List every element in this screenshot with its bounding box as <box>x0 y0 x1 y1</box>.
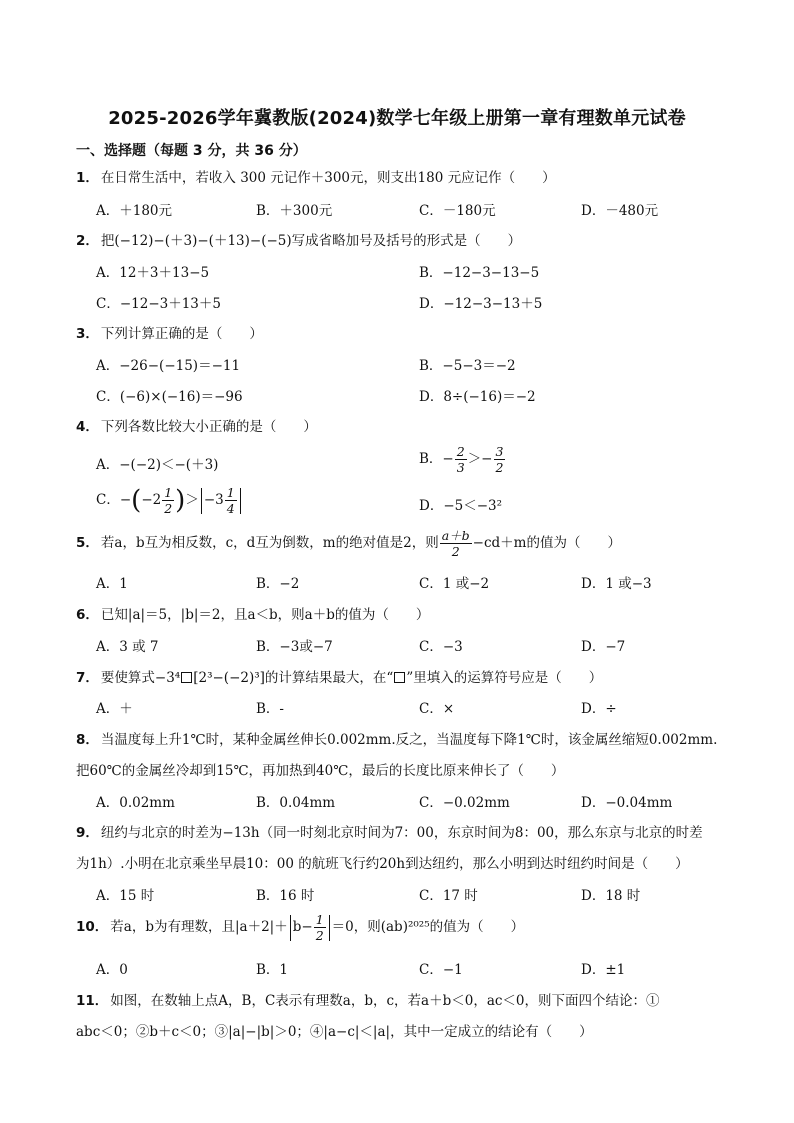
option-c: C．−0.02mm <box>419 795 510 811</box>
option-c: C．17 时 <box>419 888 478 904</box>
question-number: 8． <box>76 732 99 748</box>
question-stem: 把(−12)−(＋3)−(＋13)−(−5)写成省略加号及括号的形式是（ ） <box>100 233 522 249</box>
option-b: B．16 时 <box>256 888 315 904</box>
fraction: $\frac{a+b}{2}$ <box>441 528 470 559</box>
option-c: C．−(−2 $\frac{1}{2}$ )＞ −3 $\frac{1}{4}$ <box>96 485 243 516</box>
option-a: A．0 <box>96 962 128 978</box>
question-7: 7． 要使算式−3⁴ [2³−(−2)³]的计算结果最大，在“ ”里填入的运算符号应是（ ） <box>76 670 603 686</box>
question-stem: 下列计算正确的是（ ） <box>100 326 263 342</box>
option-a: A．0.02mm <box>96 795 175 811</box>
option-a: A．＋180元 <box>96 203 173 219</box>
option-b: B．−5−3＝−2 <box>419 358 516 374</box>
blank-box <box>394 672 405 683</box>
question-3 <box>76 322 263 342</box>
option-d: D．−5＜−3² <box>419 498 503 514</box>
option-b: B．− $\frac{2}{3}$ ＞− $\frac{3}{2}$ <box>419 444 504 475</box>
question-stem: 已知|a|＝5，|b|＝2，且a＜b，则a＋b的值为（ ） <box>100 607 430 623</box>
question-number: 11． <box>76 993 109 1009</box>
question-stem-continued: abc＜0；②b＋c＜0；③|a|−|b|＞0；④|a−c|＜|a|，其中一定成立的结论有（ ） <box>76 1024 593 1040</box>
question-stem-continued: 为1h）.小明在北京乘坐早晨10：00 的航班飞行约20h到达纽约，那么小明到达时纽约时间是（ ） <box>76 856 689 872</box>
question-9 <box>76 821 703 841</box>
option-b: B．−3或−7 <box>256 639 333 655</box>
question-stem: 纽约与北京的时差为−13h（同一时刻北京时间为7：00，东京时间为8：00，那么东京与北京的时差 <box>100 825 703 841</box>
question-5: 5． 若a，b互为相反数，c，d互为倒数，m的绝对值是2，则 $\frac{a+b}{2}$ −cd＋m的值为（ ） <box>76 528 621 559</box>
question-number: 1． <box>76 170 99 186</box>
option-c: C．−12−3＋13＋5 <box>96 296 221 312</box>
option-d: D．－480元 <box>581 203 659 219</box>
page-title: 2025-2026学年冀教版(2024)数学七年级上册第一章有理数单元试卷 <box>108 108 686 129</box>
blank-box <box>181 672 192 683</box>
option-c: C．1 或−2 <box>419 576 490 592</box>
option-b: B．- <box>256 701 284 717</box>
option-c: C．−3 <box>419 639 463 655</box>
question-stem-continued: 把60℃的金属丝冷却到15℃，再加热到40℃，最后的长度比原来伸长了（ ） <box>76 763 565 779</box>
question-number: 7． <box>76 670 99 686</box>
option-a: A．12＋3＋13−5 <box>96 265 210 281</box>
option-d: D．−7 <box>581 639 626 655</box>
fraction: $\frac{3}{2}$ <box>495 444 504 475</box>
question-11 <box>76 989 660 1009</box>
question-stem: 下列各数比较大小正确的是（ ） <box>100 419 317 435</box>
option-c: C．× <box>419 701 455 717</box>
fraction: $\frac{1}{2}$ <box>315 912 324 943</box>
fraction: $\frac{1}{4}$ <box>226 485 235 516</box>
option-d: D．8÷(−16)＝−2 <box>419 389 536 405</box>
option-a: A．−26−(−15)＝−11 <box>96 358 241 374</box>
question-6 <box>76 603 429 623</box>
option-a: A．3 或 7 <box>96 639 159 655</box>
option-d: D．±1 <box>581 962 626 978</box>
option-c: C．(−6)×(−16)＝−96 <box>96 389 243 405</box>
question-number: 5． <box>76 535 99 551</box>
option-a: A．−(−2)＜−(＋3) <box>96 457 219 473</box>
option-c: C．−1 <box>419 962 463 978</box>
option-b: B．0.04mm <box>256 795 336 811</box>
question-stem: 如图，在数轴上点A，B，C表示有理数a，b，c，若a＋b＜0，ac＜0，则下面四个结论：① <box>110 993 660 1009</box>
question-number: 4． <box>76 419 99 435</box>
option-d: D．1 或−3 <box>581 576 652 592</box>
section-heading: 一、选择题（每题 3 分，共 36 分） <box>76 143 307 159</box>
question-4 <box>76 415 317 435</box>
question-stem: 当温度每上升1℃时，某种金属丝伸长0.002mm.反之，当温度每下降1℃时，该金属丝缩短0.002mm. <box>100 732 718 748</box>
question-number: 3． <box>76 326 99 342</box>
option-b: B．−12−3−13−5 <box>419 265 540 281</box>
fraction: $\frac{2}{3}$ <box>456 444 465 475</box>
fraction: $\frac{1}{2}$ <box>164 485 173 516</box>
option-d: D．−0.04mm <box>581 795 673 811</box>
question-number: 9． <box>76 825 99 841</box>
question-number: 2． <box>76 233 99 249</box>
question-number: 10． <box>76 919 109 935</box>
option-b: B．−2 <box>256 576 300 592</box>
option-d: D．18 时 <box>581 888 641 904</box>
question-8 <box>76 728 717 748</box>
option-b: B．＋300元 <box>256 203 333 219</box>
question-2 <box>76 229 521 249</box>
option-d: D．÷ <box>581 701 617 717</box>
option-a: A．15 时 <box>96 888 155 904</box>
option-a: A．＋ <box>96 701 133 717</box>
question-1 <box>76 166 556 186</box>
question-10: 10． 若a，b为有理数，且|a＋2|＋ b− $\frac{1}{2}$ ＝0，则(ab)²⁰²⁵的值为（ ） <box>76 912 525 943</box>
option-c: C．－180元 <box>419 203 496 219</box>
question-stem: 在日常生活中，若收入 300 元记作＋300元，则支出180 元应记作（ ） <box>100 170 556 186</box>
option-d: D．−12−3−13＋5 <box>419 296 543 312</box>
question-number: 6． <box>76 607 99 623</box>
option-a: A．1 <box>96 576 128 592</box>
option-b: B．1 <box>256 962 289 978</box>
